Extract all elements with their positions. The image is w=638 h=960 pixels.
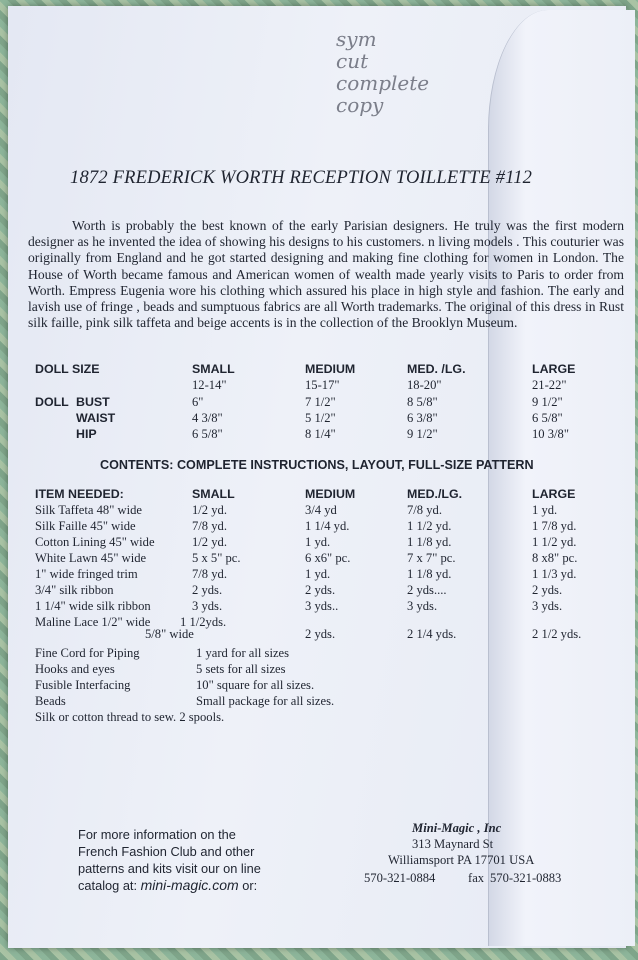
notion-name: Fine Cord for Piping xyxy=(35,646,140,660)
material-qty: 1 1/2yds. xyxy=(180,615,227,629)
material-qty: 1 yd. xyxy=(305,535,331,549)
material-qty: 7/8 yd. xyxy=(192,519,227,533)
doll-size-label: DOLL SIZE xyxy=(35,362,100,376)
material-qty: 3 yds. xyxy=(407,599,438,613)
material-qty: 2 yds. xyxy=(305,583,336,597)
measure-value: 9 1/2" xyxy=(407,427,438,441)
material-qty: 3 yds.. xyxy=(305,599,339,613)
notion-name: Beads xyxy=(35,694,66,708)
handwritten-word: complete xyxy=(336,71,430,95)
measure-row xyxy=(0,427,638,443)
measure-value: 5 1/2" xyxy=(305,411,336,425)
material-qty: 3 yds. xyxy=(532,599,563,613)
material-qty: 2 1/2 yds. xyxy=(532,627,582,641)
material-name: Maline Lace 1/2" wide xyxy=(35,615,151,629)
material-qty: 7/8 yd. xyxy=(192,567,227,581)
doll-label: DOLL xyxy=(35,395,69,409)
material-qty: 1/2 yd. xyxy=(192,503,227,517)
size-header: MEDIUM xyxy=(305,362,356,376)
footer-catalog-suffix: or: xyxy=(242,878,258,893)
footer-line: patterns and kits visit our on line xyxy=(78,861,261,876)
material-name: White Lawn 45" wide xyxy=(35,551,147,565)
notion-row xyxy=(0,662,638,678)
doll-size-value: 12-14" xyxy=(192,378,227,392)
thread-note: Silk or cotton thread to sew. 2 spools. xyxy=(35,710,225,724)
size-header: SMALL xyxy=(192,362,235,376)
material-qty: 1 7/8 yd. xyxy=(532,519,577,533)
city-address: Williamsport PA 17701 USA xyxy=(388,853,535,867)
measure-value: 4 3/8" xyxy=(192,411,223,425)
measure-row xyxy=(0,395,638,411)
measure-value: 10 3/8" xyxy=(532,427,569,441)
measure-value: 6 5/8" xyxy=(192,427,223,441)
material-qty: 2 yds. xyxy=(532,583,563,597)
material-qty: 1 1/4 yd. xyxy=(305,519,350,533)
material-qty: 8 x8" pc. xyxy=(532,551,578,565)
footer-info xyxy=(78,826,298,894)
material-qty: 2 yds.... xyxy=(407,583,447,597)
material-qty: 1 yd. xyxy=(305,567,331,581)
material-qty: 1 1/2 yd. xyxy=(407,519,452,533)
handwritten-word: sym xyxy=(336,27,377,51)
measure-value: 8 5/8" xyxy=(407,395,438,409)
measure-value: 6 3/8" xyxy=(407,411,438,425)
material-qty: 2 yds. xyxy=(305,627,336,641)
folded-page-edge xyxy=(488,10,635,946)
doll-size-value: 21-22" xyxy=(532,378,567,392)
material-qty: 6 x6" pc. xyxy=(305,551,351,565)
material-row xyxy=(0,583,638,599)
size-header-row xyxy=(0,362,638,378)
notion-name: Hooks and eyes xyxy=(35,662,115,676)
material-qty: 3/4 yd xyxy=(305,503,337,517)
doll-size-value: 15-17" xyxy=(305,378,340,392)
material-qty: 7 x 7" pc. xyxy=(407,551,456,565)
items-header: ITEM NEEDED: xyxy=(35,487,124,501)
size-header: MED. /LG. xyxy=(407,362,466,376)
notion-amount: 5 sets for all sizes xyxy=(196,662,286,676)
measure-label: HIP xyxy=(76,427,97,441)
material-qty: 7/8 yd. xyxy=(407,503,442,517)
material-name: Cotton Lining 45" wide xyxy=(35,535,155,549)
intro-text xyxy=(28,218,624,331)
company-address xyxy=(364,820,584,886)
material-name: 1 1/4" wide silk ribbon xyxy=(35,599,151,613)
material-qty: 1 1/3 yd. xyxy=(532,567,577,581)
notion-amount: Small package for all sizes. xyxy=(196,694,335,708)
thread-row xyxy=(0,710,638,726)
material-qty: 5 x 5" pc. xyxy=(192,551,241,565)
fax-label: fax xyxy=(468,871,485,885)
material-qty: 2 1/4 yds. xyxy=(407,627,457,641)
contents-line: CONTENTS: COMPLETE INSTRUCTIONS, LAYOUT, FULL-SIZE PATTERN xyxy=(100,458,534,472)
notion-amount: 10" square for all sizes. xyxy=(196,678,315,692)
measure-value: 6" xyxy=(192,395,204,409)
doll-size-row xyxy=(0,378,638,394)
footer-catalog-prefix: catalog at: xyxy=(78,878,138,893)
material-name: 3/4" silk ribbon xyxy=(35,583,114,597)
items-header: MED./LG. xyxy=(407,487,463,501)
measure-value: 9 1/2" xyxy=(532,395,563,409)
material-qty: 1/2 yd. xyxy=(192,535,227,549)
notion-row xyxy=(0,694,638,710)
material-row xyxy=(0,519,638,535)
handwritten-note xyxy=(336,28,456,116)
material-qty: 1 1/2 yd. xyxy=(532,535,577,549)
material-qty: 1 1/8 yd. xyxy=(407,535,452,549)
material-qty: 3 yds. xyxy=(192,599,223,613)
footer-line: French Fashion Club and other xyxy=(78,844,255,859)
material-row xyxy=(0,551,638,567)
size-header: LARGE xyxy=(532,362,576,376)
notion-row xyxy=(0,678,638,694)
material-qty: 2 yds. xyxy=(192,583,223,597)
material-qty: 1 yd. xyxy=(532,503,558,517)
notion-name: Fusible Interfacing xyxy=(35,678,131,692)
doll-size-value: 18-20" xyxy=(407,378,442,392)
material-name: Silk Faille 45" wide xyxy=(35,519,136,533)
material-name: 1" wide fringed trim xyxy=(35,567,138,581)
phone-number: 570-321-0884 xyxy=(364,871,436,885)
materials-header-row xyxy=(0,487,638,503)
material-row-maline-cont xyxy=(0,627,638,643)
street-address: 313 Maynard St xyxy=(412,837,494,851)
material-row xyxy=(0,535,638,551)
material-row xyxy=(0,503,638,519)
material-qty: 1 1/8 yd. xyxy=(407,567,452,581)
notion-amount: 1 yard for all sizes xyxy=(196,646,290,660)
notion-row xyxy=(0,646,638,662)
handwritten-word: cut xyxy=(336,49,369,73)
measure-value: 8 1/4" xyxy=(305,427,336,441)
measure-value: 6 5/8" xyxy=(532,411,563,425)
measure-row xyxy=(0,411,638,427)
intro-paragraph: Worth is probably the best known of the early Parisian designers. He truly was the first modern designer as he invented the idea of showing his designs to his customers. n living models . This couturier was originally from England and he got started designing and making fine clothing for women in London. The House of Worth became famous and American women of wealth made yearly visits to Paris to order from Worth. Empress Eugenia wore his clothing which assured his place in high style and fashion. The early and lavish use of fringe , beads and sumptuous fabrics are all Worth trademarks. The original of this dress in Rust silk faille, pink silk taffeta and beige accents is in the collection of the Brooklyn Museum. xyxy=(28,218,624,331)
items-header: SMALL xyxy=(192,487,235,501)
measure-value: 7 1/2" xyxy=(305,395,336,409)
phone-line xyxy=(364,870,584,886)
footer-catalog-line xyxy=(78,877,298,894)
material-row xyxy=(0,599,638,615)
material-row xyxy=(0,567,638,583)
fax-number: 570-321-0883 xyxy=(490,871,562,885)
measure-label: WAIST xyxy=(76,411,116,425)
handwritten-word: copy xyxy=(336,93,384,117)
website-url: mini-magic.com xyxy=(140,877,239,893)
material-name: Silk Taffeta 48" wide xyxy=(35,503,142,517)
items-header: MEDIUM xyxy=(305,487,356,501)
measure-label: BUST xyxy=(76,395,110,409)
company-name: Mini-Magic , Inc xyxy=(412,821,502,835)
footer-line: For more information on the xyxy=(78,827,236,842)
maline-width-note: 5/8" wide xyxy=(145,627,194,641)
page-title: 1872 FREDERICK WORTH RECEPTION TOILLETTE #112 xyxy=(70,168,533,188)
items-header: LARGE xyxy=(532,487,576,501)
